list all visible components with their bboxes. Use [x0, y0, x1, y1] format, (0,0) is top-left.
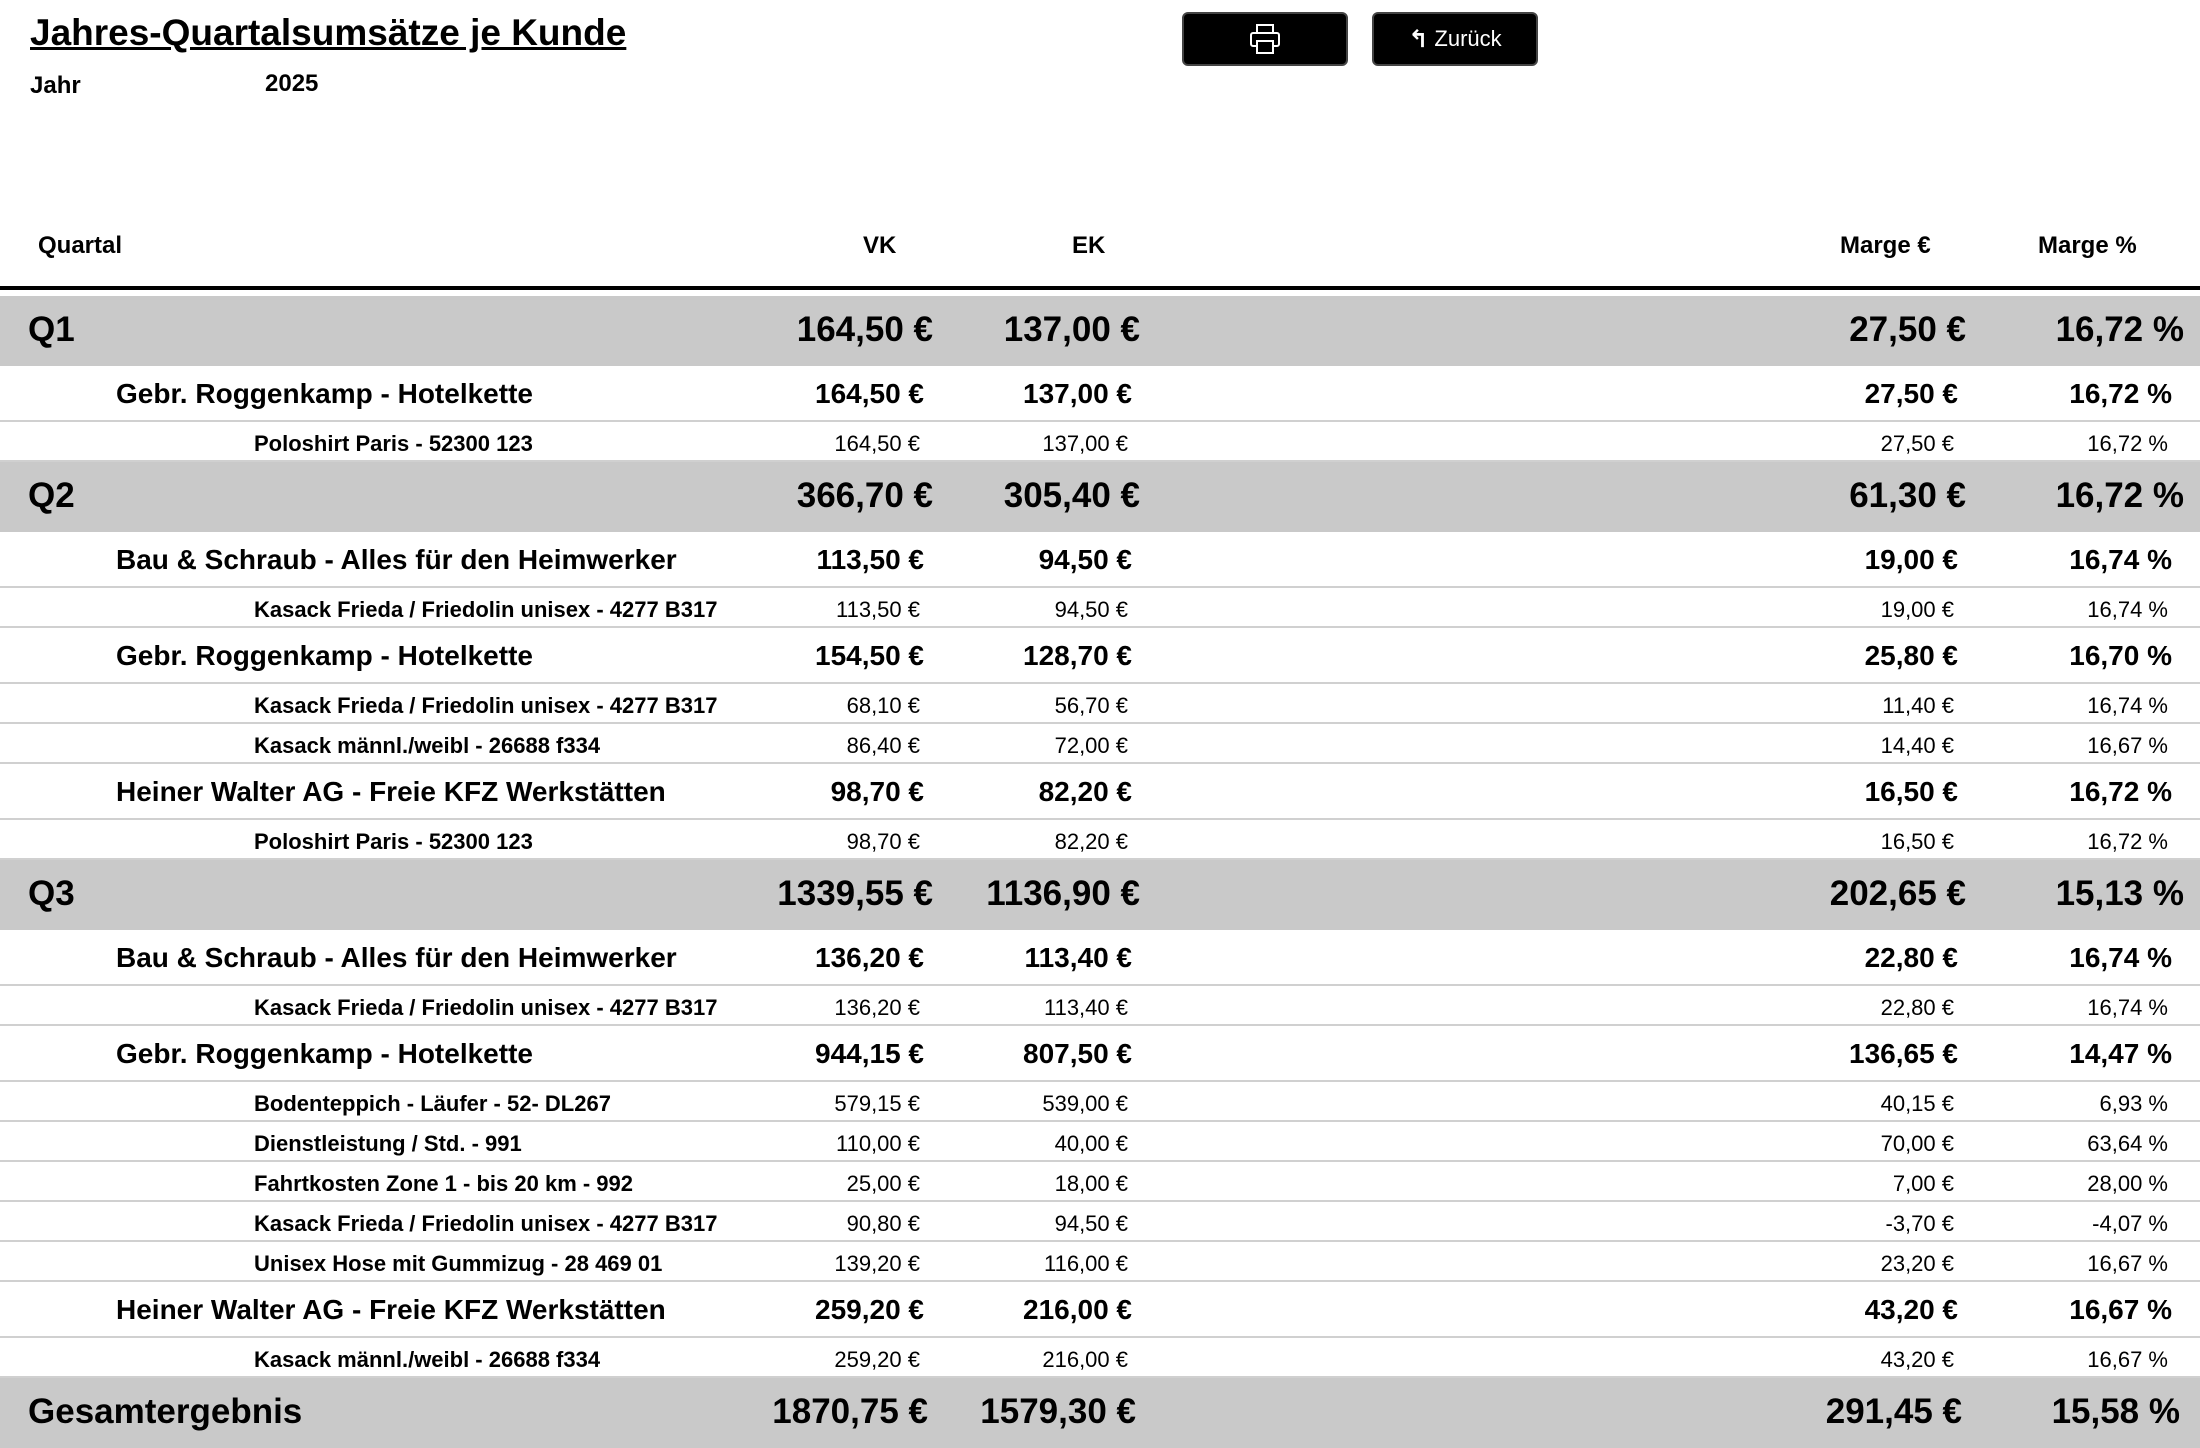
column-header-marge-pct: Marge %	[2038, 232, 2137, 259]
marge-pct-value: 16,72 %	[2069, 776, 2172, 807]
marge-pct-value: 16,74 %	[2087, 693, 2168, 718]
article-row	[0, 1082, 2200, 1122]
vk-value: 110,00 €	[835, 1131, 920, 1156]
row-label: Kasack Frieda / Friedolin unisex - 4277 B317	[254, 995, 718, 1020]
customer-row	[0, 930, 2200, 986]
marge-pct-value: 16,67 %	[2087, 1347, 2168, 1372]
customer-row	[0, 628, 2200, 684]
article-row	[0, 1338, 2200, 1378]
vk-value: 113,50 €	[816, 544, 924, 575]
marge-eur-value: 7,00 €	[1892, 1171, 1954, 1196]
customer-row	[0, 366, 2200, 422]
ek-value: 1579,30 €	[980, 1392, 1136, 1431]
vk-value: 259,20 €	[815, 1294, 924, 1325]
vk-value: 1870,75 €	[772, 1392, 928, 1431]
marge-pct-value: 16,72 %	[2055, 310, 2184, 349]
customer-row	[0, 532, 2200, 588]
vk-value: 90,80 €	[846, 1211, 920, 1236]
column-header-quartal: Quartal	[38, 232, 123, 259]
vk-value: 259,20 €	[834, 1347, 920, 1372]
ek-value: 94,50 €	[1054, 1211, 1128, 1236]
customer-row	[0, 1282, 2200, 1338]
marge-eur-value: 22,80 €	[1880, 995, 1954, 1020]
vk-value: 136,20 €	[834, 995, 920, 1020]
row-label: Poloshirt Paris - 52300 123	[254, 829, 533, 854]
marge-pct-value: 16,72 %	[2069, 378, 2172, 409]
marge-pct-value: 14,47 %	[2069, 1038, 2172, 1069]
customer-row	[0, 764, 2200, 820]
marge-eur-value: 70,00 €	[1880, 1131, 1954, 1156]
report-table	[0, 296, 2200, 1448]
row-label: Kasack männl./weibl - 26688 f334	[254, 1347, 601, 1372]
vk-value: 68,10 €	[846, 693, 920, 718]
marge-eur-value: 27,50 €	[1880, 431, 1954, 456]
ek-value: 137,00 €	[1023, 378, 1132, 409]
marge-pct-value: -4,07 %	[2092, 1211, 2168, 1236]
marge-pct-value: 15,13 %	[2055, 874, 2184, 913]
row-label: Gesamtergebnis	[28, 1392, 303, 1431]
row-label: Gebr. Roggenkamp - Hotelkette	[116, 1038, 533, 1069]
column-header-vk: VK	[863, 232, 897, 259]
marge-pct-value: 6,93 %	[2099, 1091, 2168, 1116]
vk-value: 944,15 €	[815, 1038, 924, 1069]
row-label: Kasack männl./weibl - 26688 f334	[254, 733, 601, 758]
row-label: Kasack Frieda / Friedolin unisex - 4277 B317	[254, 1211, 718, 1236]
marge-eur-value: 19,00 €	[1864, 544, 1958, 575]
row-label: Gebr. Roggenkamp - Hotelkette	[116, 378, 533, 409]
ek-value: 82,20 €	[1038, 776, 1132, 807]
vk-value: 154,50 €	[815, 640, 924, 671]
ek-value: 216,00 €	[1023, 1294, 1132, 1325]
ek-value: 128,70 €	[1023, 640, 1132, 671]
marge-eur-value: 27,50 €	[1849, 310, 1966, 349]
ek-value: 216,00 €	[1042, 1347, 1128, 1372]
marge-eur-value: 16,50 €	[1864, 776, 1958, 807]
vk-value: 164,50 €	[834, 431, 920, 456]
vk-value: 113,50 €	[835, 597, 920, 622]
ek-value: 40,00 €	[1054, 1131, 1128, 1156]
marge-pct-value: 16,74 %	[2069, 942, 2172, 973]
marge-eur-value: 202,65 €	[1829, 874, 1966, 913]
vk-value: 579,15 €	[834, 1091, 920, 1116]
marge-pct-value: 15,58 %	[2051, 1392, 2180, 1431]
marge-eur-value: 40,15 €	[1880, 1091, 1954, 1116]
marge-pct-value: 16,72 %	[2087, 431, 2168, 456]
article-row	[0, 820, 2200, 860]
ek-value: 137,00 €	[1003, 310, 1140, 349]
article-row	[0, 724, 2200, 764]
marge-pct-value: 16,74 %	[2069, 544, 2172, 575]
marge-eur-value: 43,20 €	[1864, 1294, 1958, 1325]
row-label: Kasack Frieda / Friedolin unisex - 4277 B317	[254, 597, 718, 622]
marge-eur-value: 23,20 €	[1880, 1251, 1954, 1276]
ek-value: 94,50 €	[1054, 597, 1128, 622]
ek-value: 137,00 €	[1042, 431, 1128, 456]
marge-pct-value: 16,67 %	[2069, 1294, 2172, 1325]
row-label: Bodenteppich - Läufer - 52- DL267	[254, 1091, 611, 1116]
marge-pct-value: 16,74 %	[2087, 597, 2168, 622]
marge-eur-value: 14,40 €	[1880, 733, 1954, 758]
marge-eur-value: 16,50 €	[1880, 829, 1954, 854]
customer-row	[0, 1026, 2200, 1082]
vk-value: 139,20 €	[834, 1251, 920, 1276]
article-row	[0, 684, 2200, 724]
printer-icon	[1248, 23, 1282, 55]
ek-value: 1136,90 €	[986, 874, 1140, 913]
marge-pct-value: 16,72 %	[2055, 476, 2184, 515]
marge-pct-value: 16,70 %	[2069, 640, 2172, 671]
marge-eur-value: 61,30 €	[1849, 476, 1966, 515]
row-label: Bau & Schraub - Alles für den Heimwerker	[116, 942, 677, 973]
ek-value: 56,70 €	[1054, 693, 1128, 718]
back-arrow-icon: ↰	[1408, 25, 1429, 53]
marge-pct-value: 63,64 %	[2087, 1131, 2168, 1156]
row-label: Q2	[28, 476, 75, 515]
article-row	[0, 1122, 2200, 1162]
quarter-row	[0, 296, 2200, 366]
row-label: Gebr. Roggenkamp - Hotelkette	[116, 640, 533, 671]
row-label: Bau & Schraub - Alles für den Heimwerker	[116, 544, 677, 575]
ek-value: 94,50 €	[1038, 544, 1132, 575]
article-row	[0, 1242, 2200, 1282]
row-label: Unisex Hose mit Gummizug - 28 469 01	[254, 1251, 663, 1276]
marge-eur-value: 136,65 €	[1849, 1038, 1958, 1069]
ek-value: 72,00 €	[1054, 733, 1128, 758]
column-header-marge-eur: Marge €	[1840, 232, 1931, 259]
row-label: Dienstleistung / Std. - 991	[254, 1131, 522, 1156]
year-value: 2025	[265, 70, 319, 97]
article-row	[0, 1202, 2200, 1242]
article-row	[0, 422, 2200, 462]
year-label: Jahr	[30, 72, 81, 99]
ek-value: 113,40 €	[1043, 995, 1128, 1020]
article-row	[0, 1162, 2200, 1202]
row-label: Poloshirt Paris - 52300 123	[254, 431, 533, 456]
marge-pct-value: 16,67 %	[2087, 733, 2168, 758]
vk-value: 1339,55 €	[777, 874, 933, 913]
vk-value: 366,70 €	[796, 476, 933, 515]
row-label: Q1	[28, 310, 75, 349]
page-title: Jahres-Quartalsumsätze je Kunde	[30, 12, 627, 53]
row-label: Q3	[28, 874, 75, 913]
marge-eur-value: 291,45 €	[1825, 1392, 1962, 1431]
row-label: Fahrtkosten Zone 1 - bis 20 km - 992	[254, 1171, 634, 1196]
marge-eur-value: 25,80 €	[1864, 640, 1958, 671]
marge-eur-value: 19,00 €	[1880, 597, 1954, 622]
ek-value: 539,00 €	[1042, 1091, 1128, 1116]
marge-pct-value: 16,74 %	[2087, 995, 2168, 1020]
header-divider	[0, 286, 2200, 290]
marge-eur-value: 22,80 €	[1864, 942, 1958, 973]
marge-eur-value: 27,50 €	[1864, 378, 1958, 409]
vk-value: 86,40 €	[846, 733, 920, 758]
row-label: Heiner Walter AG - Freie KFZ Werkstätten	[116, 1294, 666, 1325]
ek-value: 305,40 €	[1003, 476, 1140, 515]
marge-pct-value: 16,67 %	[2087, 1251, 2168, 1276]
vk-value: 25,00 €	[846, 1171, 920, 1196]
quarter-row	[0, 860, 2200, 930]
back-button-label: Zurück	[1434, 26, 1502, 51]
quarter-row	[0, 462, 2200, 532]
marge-pct-value: 28,00 %	[2087, 1171, 2168, 1196]
row-label: Kasack Frieda / Friedolin unisex - 4277 B317	[254, 693, 718, 718]
marge-eur-value: 11,40 €	[1882, 693, 1954, 718]
ek-value: 807,50 €	[1023, 1038, 1132, 1069]
vk-value: 98,70 €	[830, 776, 924, 807]
print-button[interactable]	[1182, 12, 1348, 66]
back-button[interactable]	[1372, 12, 1538, 66]
article-row	[0, 986, 2200, 1026]
vk-value: 164,50 €	[796, 310, 933, 349]
vk-value: 98,70 €	[846, 829, 920, 854]
vk-value: 164,50 €	[815, 378, 924, 409]
ek-value: 116,00 €	[1043, 1251, 1128, 1276]
row-label: Heiner Walter AG - Freie KFZ Werkstätten	[116, 776, 666, 807]
column-header-ek: EK	[1072, 232, 1106, 259]
article-row	[0, 588, 2200, 628]
vk-value: 136,20 €	[815, 942, 924, 973]
ek-value: 82,20 €	[1054, 829, 1128, 854]
total-row	[0, 1378, 2200, 1448]
marge-pct-value: 16,72 %	[2087, 829, 2168, 854]
ek-value: 113,40 €	[1024, 942, 1132, 973]
marge-eur-value: 43,20 €	[1880, 1347, 1954, 1372]
marge-eur-value: -3,70 €	[1885, 1211, 1954, 1236]
ek-value: 18,00 €	[1054, 1171, 1128, 1196]
